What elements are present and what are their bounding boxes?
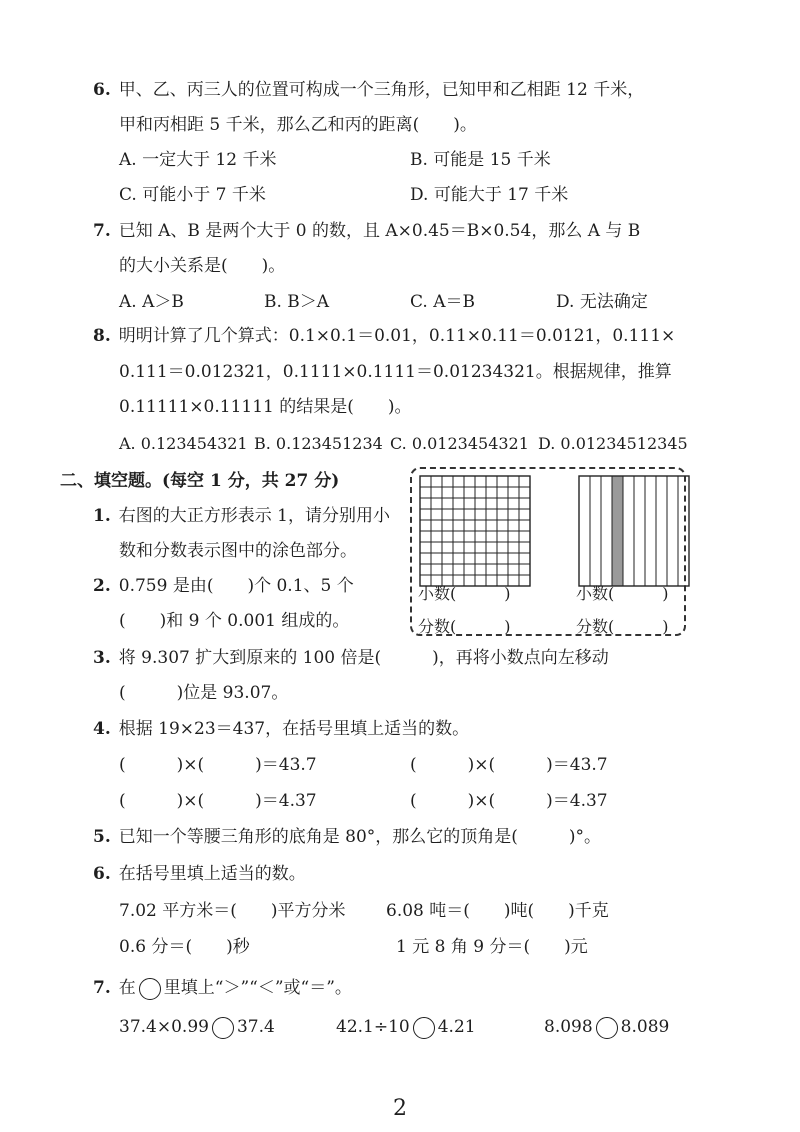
f6-text-1: 在括号里填上适当的数。 xyxy=(118,864,306,884)
q7-line2: 的大小关系是( )。 xyxy=(119,256,286,276)
f1-text-1: 右图的大正方形表示 1，请分别用小 xyxy=(118,506,390,526)
strip xyxy=(645,476,656,586)
f3-line2: ( )位是 93.07。 xyxy=(119,683,289,703)
f6-item-d[interactable]: 1 元 8 角 9 分＝( )元 xyxy=(396,937,588,957)
q6-option-c[interactable]: C. 可能小于 7 千米 xyxy=(119,185,266,205)
q7-text-1: 已知 A、B 是两个大于 0 的数，且 A×0.45＝B×0.54，那么 A 与 B xyxy=(118,221,641,241)
f7-intro-after: 里填上“＞”“＜”或“＝”。 xyxy=(163,978,352,998)
circle-icon xyxy=(139,978,161,1000)
section-2-title: 二、填空题。(每空 1 分，共 27 分) xyxy=(60,471,340,491)
q8-line3: 0.11111×0.11111 的结果是( )。 xyxy=(119,397,412,417)
f4-eq-left-2[interactable]: ( )×( )＝4.37 xyxy=(119,791,317,811)
f4-line1 xyxy=(93,717,469,741)
f4-eq-right-2[interactable]: ( )×( )＝4.37 xyxy=(410,791,608,811)
q8-line1 xyxy=(93,324,675,348)
q8-option-d[interactable]: D. 0.01234512345 xyxy=(538,434,688,453)
f7-number: 7. xyxy=(93,978,111,998)
f3-line1 xyxy=(93,646,609,670)
f7-intro-before: 在 xyxy=(118,978,136,998)
q8-number: 8. xyxy=(93,326,111,346)
q8-option-a[interactable]: A. 0.123454321 xyxy=(119,434,248,453)
q7-number: 7. xyxy=(93,221,111,241)
f6-item-c[interactable]: 0.6 分＝( )秒 xyxy=(119,937,250,957)
f3-number: 3. xyxy=(93,648,111,668)
strip xyxy=(656,476,667,586)
compare-circle-3[interactable] xyxy=(596,1017,618,1039)
f5-text-1: 已知一个等腰三角形的底角是 80°，那么它的顶角是( )°。 xyxy=(118,827,602,847)
page-number: 2 xyxy=(393,1096,407,1121)
f7-compare-2 xyxy=(336,1015,476,1039)
f7-compare-1-left: 37.4×0.99 xyxy=(119,1017,209,1037)
f2-line1 xyxy=(93,574,354,598)
q7-line1 xyxy=(93,219,640,243)
strip xyxy=(601,476,612,586)
right-decimal-label[interactable]: 小数( ) xyxy=(576,584,669,603)
compare-circle-2[interactable] xyxy=(413,1017,435,1039)
f4-number: 4. xyxy=(93,719,111,739)
f6-item-a[interactable]: 7.02 平方米＝( )平方分米 xyxy=(119,901,346,921)
strip xyxy=(678,476,689,586)
f6-number: 6. xyxy=(93,864,111,884)
strip xyxy=(634,476,645,586)
f4-eq-right-1[interactable]: ( )×( )＝43.7 xyxy=(410,755,608,775)
q8-text-1: 明明计算了几个算式：0.1×0.1＝0.01，0.11×0.11＝0.0121，0.111× xyxy=(118,326,676,346)
q6-text-1: 甲、乙、丙三人的位置可构成一个三角形，已知甲和乙相距 12 千米， xyxy=(118,80,645,100)
q8-option-b[interactable]: B. 0.123451234 xyxy=(254,434,383,453)
f5-number: 5. xyxy=(93,827,111,847)
f5-line1 xyxy=(93,825,601,849)
f7-compare-3 xyxy=(544,1015,669,1039)
right-fraction-label[interactable]: 分数( ) xyxy=(576,617,669,636)
strip-shaded xyxy=(612,476,623,586)
f1-line1 xyxy=(93,504,390,528)
strip xyxy=(623,476,634,586)
q6-line2: 甲和丙相距 5 千米，那么乙和丙的距离( )。 xyxy=(119,115,477,135)
q6-option-b[interactable]: B. 可能是 15 千米 xyxy=(410,150,551,170)
f7-compare-3-right: 8.089 xyxy=(620,1017,670,1037)
q6-number: 6. xyxy=(93,80,111,100)
left-decimal-label[interactable]: 小数( ) xyxy=(418,584,511,603)
strip xyxy=(579,476,590,586)
left-grid-square xyxy=(419,475,531,587)
f1-number: 1. xyxy=(93,506,111,526)
f7-compare-1-right: 37.4 xyxy=(236,1017,275,1037)
f2-line2: ( )和 9 个 0.001 组成的。 xyxy=(119,611,350,631)
f7-compare-3-left: 8.098 xyxy=(544,1017,593,1037)
q7-option-c[interactable]: C. A＝B xyxy=(410,292,475,312)
figure-box xyxy=(410,467,686,636)
q6-line1 xyxy=(93,78,644,102)
strip xyxy=(590,476,601,586)
strip xyxy=(667,476,678,586)
f6-item-b[interactable]: 6.08 吨＝( )吨( )千克 xyxy=(386,901,609,921)
f3-text-1: 将 9.307 扩大到原来的 100 倍是( )，再将小数点向左移动 xyxy=(118,648,609,668)
f6-line1 xyxy=(93,862,306,886)
left-fraction-label[interactable]: 分数( ) xyxy=(418,617,511,636)
f2-text-1: 0.759 是由( )个 0.1、5 个 xyxy=(118,576,354,596)
f2-number: 2. xyxy=(93,576,111,596)
f1-line2: 数和分数表示图中的涂色部分。 xyxy=(119,541,357,561)
f7-line1 xyxy=(93,976,352,1000)
q7-option-d[interactable]: D. 无法确定 xyxy=(556,292,648,312)
q7-option-b[interactable]: B. B＞A xyxy=(264,292,330,312)
f7-compare-1 xyxy=(119,1015,275,1039)
f7-compare-2-left: 42.1÷10 xyxy=(336,1017,410,1037)
f4-text-1: 根据 19×23＝437，在括号里填上适当的数。 xyxy=(118,719,470,739)
q8-line2: 0.111＝0.012321，0.1111×0.1111＝0.01234321。根据规律，推算 xyxy=(119,362,672,382)
compare-circle-1[interactable] xyxy=(212,1017,234,1039)
q6-option-d[interactable]: D. 可能大于 17 千米 xyxy=(410,185,569,205)
q8-option-c[interactable]: C. 0.0123454321 xyxy=(390,434,529,453)
f4-eq-left-1[interactable]: ( )×( )＝43.7 xyxy=(119,755,317,775)
f7-compare-2-right: 4.21 xyxy=(437,1017,476,1037)
right-strip-square xyxy=(578,475,690,587)
q6-option-a[interactable]: A. 一定大于 12 千米 xyxy=(119,150,277,170)
q7-option-a[interactable]: A. A＞B xyxy=(119,292,184,312)
